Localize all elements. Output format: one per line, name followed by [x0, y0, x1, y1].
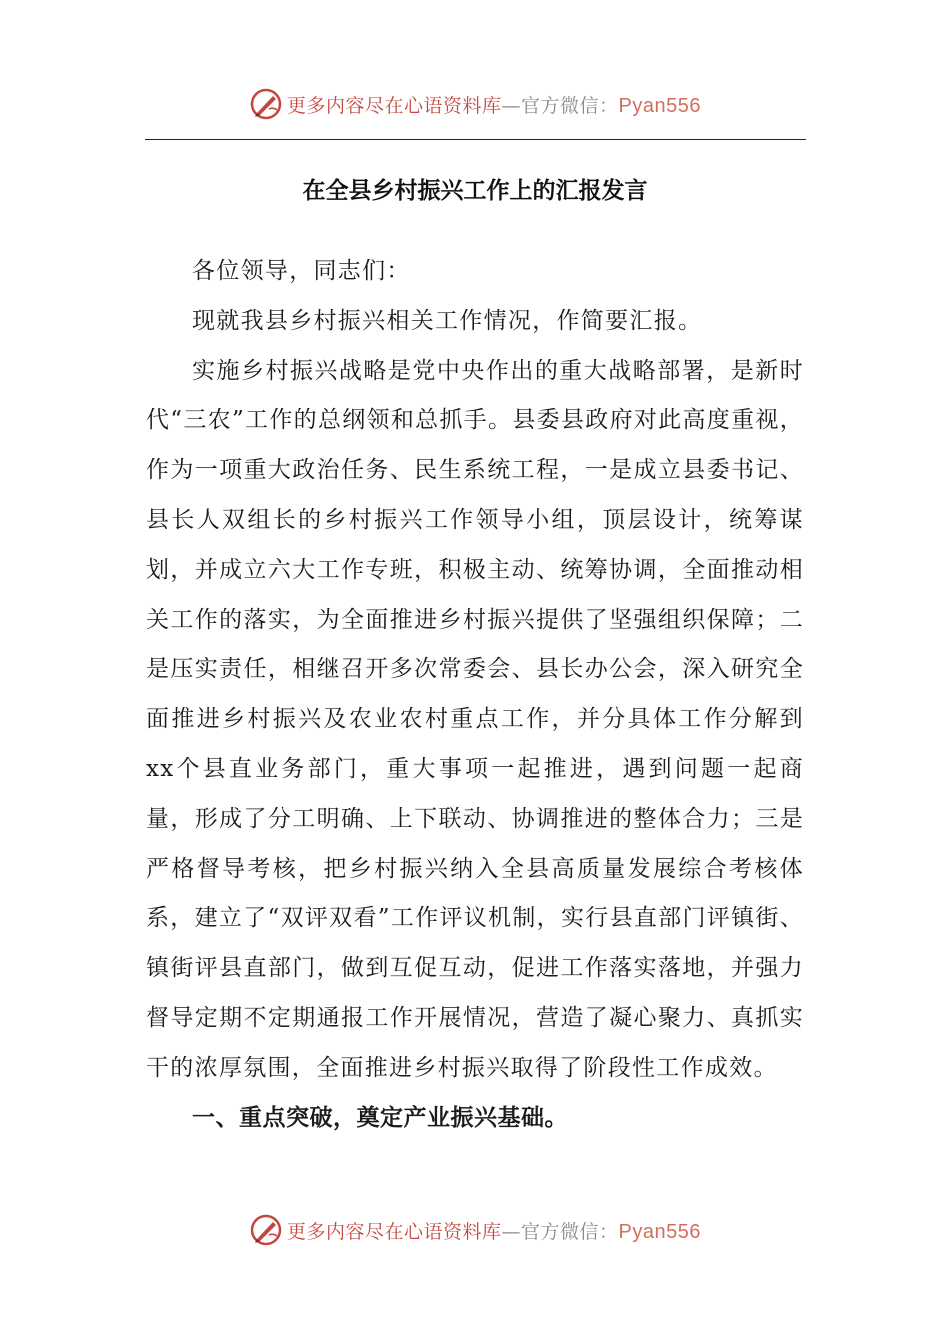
header-banner: [0, 84, 950, 124]
header-rule: [145, 139, 806, 140]
footer-banner: [0, 1210, 950, 1250]
section-heading: 一、重点突破，奠定产业振兴基础。: [192, 1104, 568, 1131]
pen-logo-icon: [249, 87, 283, 121]
header-banner-text: 更多内容尽在心语资料库—官方微信：Pyan556: [287, 94, 701, 117]
document-body: [146, 247, 804, 1143]
document-title: 在全县乡村振兴工作上的汇报发言: [302, 178, 648, 204]
pen-logo-icon: [249, 1213, 283, 1247]
paragraph-main: 实施乡村振兴战略是党中央作出的重大战略部署，是新时代“三农”工作的总纲领和总抓手。县委县政府对此高度重视，作为一项重大政治任务、民生系统工程，一是成立县委书记、县长人双组长的乡村振兴工作领导小组，顶层设计，统筹谋划，并成立六大工作专班，积极主动、统筹协调，全面推动相关工作的落实，为全面推进乡村振兴提供了坚强组织保障；二是压实责任，相继召开多次常委会、县长办公会，深入研究全面推进乡村振兴及农业农村重点工作，并分具体工作分解到xx个县直业务部门，重大事项一起推进，遇到问题一起商量，形成了分工明确、上下联动、协调推进的整体合力；三是严格督导考核，把乡村振兴纳入全县高质量发展综合考核体系，建立了“双评双看”工作评议机制，实行县直部门评镇街、镇街评县直部门，做到互促互动，促进工作落实落地，并强力督导定期不定期通报工作开展情况，营造了凝心聚力、真抓实干的浓厚氛围，全面推进乡村振兴取得了阶段性工作成效。: [146, 357, 804, 1081]
footer-banner-text: 更多内容尽在心语资料库—官方微信：Pyan556: [287, 1220, 701, 1243]
paragraph-intro: 现就我县乡村振兴相关工作情况，作简要汇报。: [192, 307, 703, 334]
salutation: 各位领导，同志们：: [192, 258, 411, 284]
